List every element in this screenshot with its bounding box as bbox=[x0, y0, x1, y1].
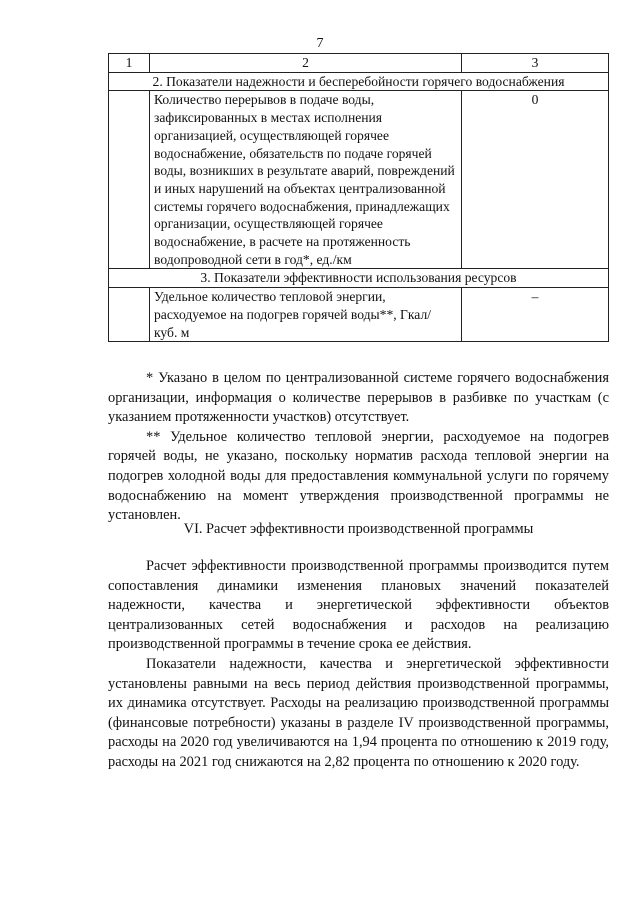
row-number-cell bbox=[109, 288, 150, 342]
indicators-table bbox=[108, 53, 609, 342]
footnote-single-asterisk: * Указано в целом по централизованной системе горячего водоснабжения организации, информация о количестве перерывов в разбивке по участкам (с указанием протяженности участков) отсутствует. bbox=[108, 370, 609, 426]
indicator-value-heat: – bbox=[462, 288, 609, 342]
section-heading: VI. Расчет эффективности производственной программы bbox=[183, 521, 534, 537]
table-row-interruptions bbox=[109, 91, 609, 269]
footnote-double-asterisk: ** Удельное количество тепловой энергии, расходуемое на подогрев горячей воды, не указано, поскольку норматив расхода тепловой энергии на подогрев холодной воды для предоставления коммунальной услуги по горячему водоснабжению на момент утверждения производственной программы не установлен. bbox=[108, 428, 609, 524]
section-title-reliability: 2. Показатели надежности и бесперебойности горячего водоснабжения bbox=[109, 72, 609, 91]
indicator-name-heat: Удельное количество тепловой энергии, расходуемое на подогрев горячей воды**, Гкал/ куб. м bbox=[150, 288, 462, 342]
header-cell-2: 2 bbox=[150, 54, 462, 73]
section-body bbox=[108, 557, 609, 773]
paragraph-calculation: Расчет эффективности производственной программы производится путем сопоставления динамики изменения плановых значений показателей надежности, качества и энергетической эффективности объектов централизованных сетей водоснабжения и расходов на реализацию производственной программы в течение срока ее действия. bbox=[108, 558, 609, 653]
footnotes bbox=[108, 369, 609, 526]
table-row-heat bbox=[109, 288, 609, 342]
indicator-value-interruptions: 0 bbox=[462, 91, 609, 269]
section-row-reliability bbox=[109, 72, 609, 91]
row-number-cell bbox=[109, 91, 150, 269]
page-number: 7 bbox=[316, 36, 324, 51]
indicator-name-interruptions: Количество перерывов в подаче воды, зафиксированных в местах исполнения организацией, осуществляющей горячее водоснабжение, обязательств по подаче горячей воды, возникших в результате аварий, повреждений и иных нарушений на объектах централизованной системы горячего водоснабжения, принадлежащих организации, осуществляющей горячее водоснабжение, в расчете на протяженность водопроводной сети в год*, ед./км bbox=[150, 91, 462, 269]
table-header-row bbox=[109, 54, 609, 73]
paragraph-indicators: Показатели надежности, качества и энергетической эффективности установлены равными на весь период действия производственной программы, их динамика отсутствует. Расходы на реализацию производственной программы (финансовые потребности) указаны в разделе IV производственной программы, расходы на 2020 год увеличиваются на 1,94 процента по отношению к 2019 году, расходы на 2021 год снижаются на 2,82 процента по отношению к 2020 году. bbox=[108, 655, 609, 770]
section-row-efficiency bbox=[109, 269, 609, 288]
header-cell-3: 3 bbox=[462, 54, 609, 73]
header-cell-1: 1 bbox=[109, 54, 150, 73]
section-title-efficiency: 3. Показатели эффективности использования ресурсов bbox=[109, 269, 609, 288]
